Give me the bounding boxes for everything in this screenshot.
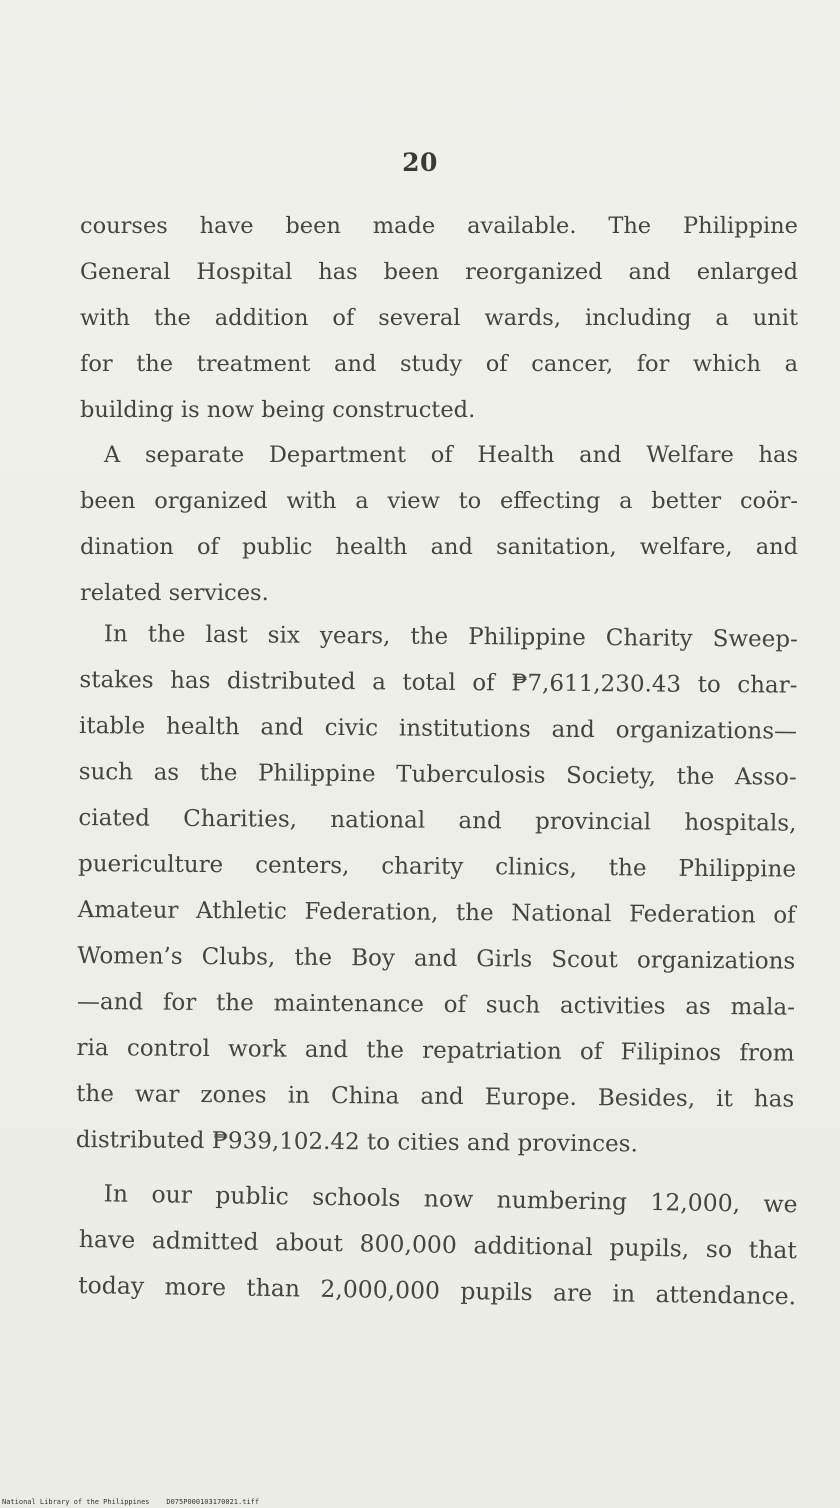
text-line: the war zones in China and Europe. Besides, it has [76,1080,795,1113]
text-line: distributed ₱939,102.42 to cities and provinces. [75,1126,638,1158]
text-line: puericulture centers, charity clinics, the Philippine [77,850,797,883]
page-number: 20 [402,148,438,177]
text-line: —and for the maintenance of such activities as mala- [76,988,796,1021]
text-line: building is now being constructed. [80,397,476,423]
text-line: related services. [80,580,269,606]
text-line: Amateur Athletic Federation, the National Federation of [77,896,796,929]
text-line: for the treatment and study of cancer, for which a [80,351,798,377]
text-line: In our public schools now numbering 12,000, we [103,1179,798,1219]
text-line: itable health and civic institutions and organizations— [79,712,798,745]
text-line: today more than 2,000,000 pupils are in attendance. [77,1270,797,1311]
paragraph-sweepstakes [76,612,798,1170]
text-line: In the last six years, the Philippine Charity Sweep- [103,621,798,653]
text-line: A separate Department of Health and Welfare has [104,442,798,468]
footer-file: D075P000103170021.tiff [166,1498,260,1506]
paragraph-health-welfare [80,432,798,616]
text-line: dination of public health and sanitation, welfare, and [80,534,798,560]
text-line: such as the Philippine Tuberculosis Society, the Asso- [78,758,797,791]
text-line: been organized with a view to effecting a better coör- [80,488,798,514]
text-line: with the addition of several wards, including a unit [80,305,798,331]
footer-library: National Library of the Philippines [2,1498,150,1506]
text-line: ria control work and the repatriation of Filipinos from [76,1034,795,1067]
text-line: ciated Charities, national and provincial hospitals, [78,804,797,837]
text-line: Women’s Clubs, the Boy and Girls Scout organizations [77,942,796,975]
text-line: General Hospital has been reorganized and enlarged [80,259,798,285]
paragraph-hospital [80,203,798,433]
text-line: courses have been made available. The Philippine [80,213,798,239]
paragraph-schools [78,1170,798,1319]
scan-footer [2,1498,259,1506]
text-line: stakes has distributed a total of ₱7,611,230.43 to char- [79,666,798,699]
text-line: have admitted about 800,000 additional pupils, so that [78,1224,798,1265]
